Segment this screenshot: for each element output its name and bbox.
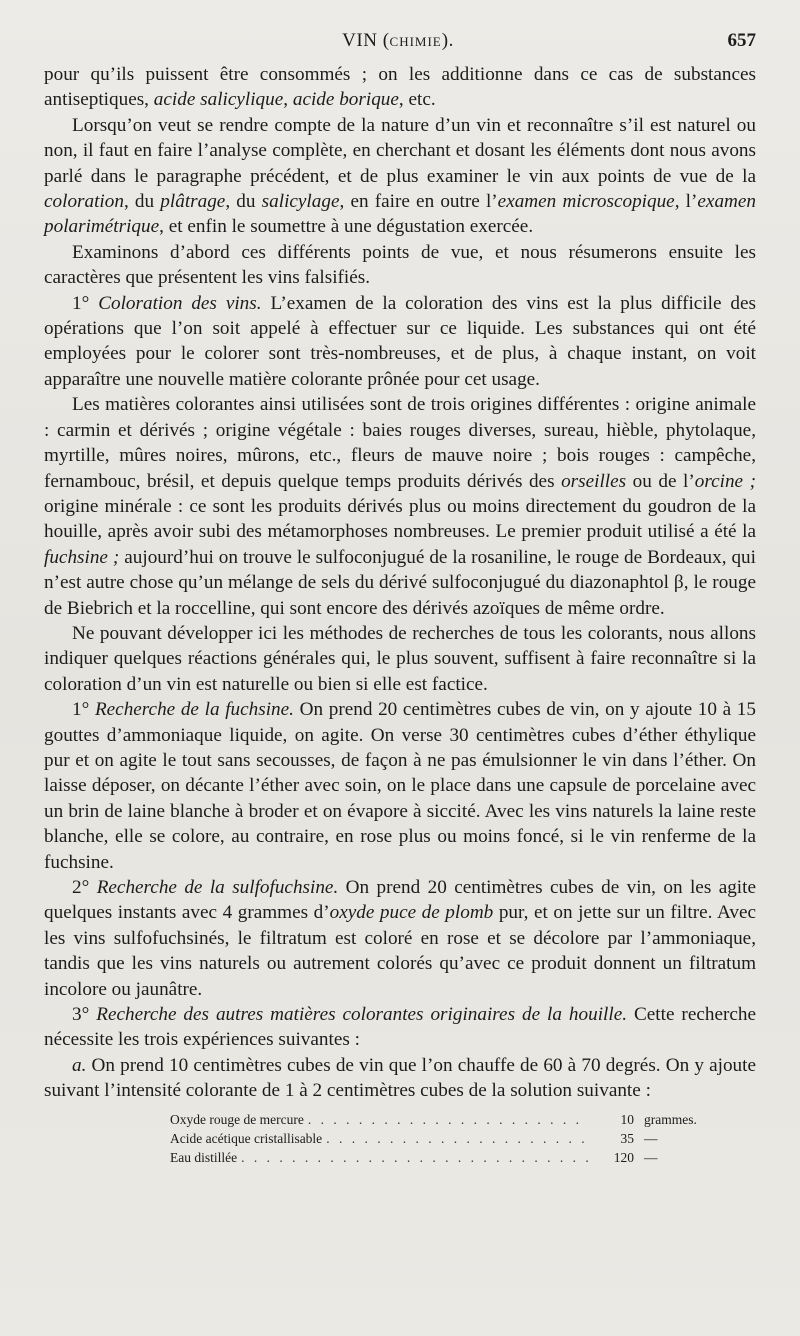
text-span: On prend 20 centimètres cubes de vin, on y ajoute 10 à 15 gouttes d’ammoniaque liquide, on agite. On verse 30 centimètres cubes d’éther éthylique pur et on agite le tout sans secousses, de façon à ne pas émulsionner le vin dans l’éther. On laisse déposer, on décante l’éther avec soin, on le place dans une capsule de porcelaine avec un brin de laine blanche à broder et on évapore à siccité. Avec les vins naturels la laine reste blanche, elle se colore, au contraire, en rose plus ou moins foncé, si le vin renferme de la fuchsine. xyxy=(44,699,756,873)
italic-span: salicylage xyxy=(261,191,340,213)
text-span: Ne pouvant développer ici les méthodes de recherches de tous les colorants, nous allons indiquer quelques réactions générales qui, le plus souvent, suffisent à faire reconnaître si la coloration d’un vin est naturelle ou bien si elle est factice. xyxy=(44,622,756,695)
paragraph-8 xyxy=(44,875,756,1002)
text-span: On prend 20 centimètres cubes de vin, on les agite quelques instants avec 4 grammes d’ xyxy=(44,877,756,924)
text-span: Les matières colorantes ainsi utilisées sont de trois origines différentes : origine animale : carmin et dérivés ; origine végétale : baies rouges diverses, sureau, hièble, phytolaque, myrtille, mûres noires, mûrons, etc., fleurs de mauve noire ; bois rouges : campêche, fernambouc, brésil, et depuis quelque temps produits dérivés des xyxy=(44,394,756,492)
text-span: , xyxy=(283,89,293,111)
italic-span: examen polarimétrique xyxy=(44,191,756,238)
italic-span: acide borique xyxy=(292,89,399,111)
italic-span: coloration xyxy=(44,191,124,213)
paragraph-10 xyxy=(44,1053,756,1104)
running-head xyxy=(40,30,756,52)
recipe-quantity: 10 xyxy=(620,1111,634,1127)
page-body xyxy=(44,62,756,1167)
recipe-unit: — xyxy=(644,1130,658,1146)
recipe-row xyxy=(170,1148,730,1167)
section-heading: Recherche de la sulfofuchsine. xyxy=(96,877,339,898)
text-span: L’examen de la coloration des vins est la plus difficile des opérations que l’on soit appelé à effectuer sur ce liquide. Les substances qui ont été employées pour le colorer sont très-nombreuses, et de plus, à chaque instant, on voit apparaître une nouvelle matière colorante prônée pour cet usage. xyxy=(44,292,756,390)
text-span: , et enfin le soumettre à une dégustation exercée. xyxy=(159,216,534,238)
page-header xyxy=(40,30,756,60)
paragraph-3 xyxy=(44,240,756,291)
text-span: , du xyxy=(225,191,262,213)
leader-dots xyxy=(241,1148,588,1167)
recipe-quantity: 120 xyxy=(613,1149,634,1165)
text-span: , en faire en outre l’ xyxy=(339,191,498,213)
paragraph-2 xyxy=(44,113,756,240)
recipe-quantity: 35 xyxy=(620,1130,634,1146)
page-number: 657 xyxy=(727,30,756,51)
recipe-unit: — xyxy=(644,1149,658,1165)
recipe-unit: grammes. xyxy=(644,1111,697,1127)
section-heading: Recherche de la fuchsine. xyxy=(94,699,294,721)
text-span: On prend 10 centimètres cubes de vin que l’on chauffe de 60 à 70 degrés. On y ajoute suivant l’intensité colorante de 1 à 2 centimètres cubes de la solution suivante : xyxy=(44,1054,756,1102)
italic-span: acide salicylique xyxy=(153,89,284,111)
recipe-ingredient: Acide acétique cristallisable xyxy=(170,1130,323,1146)
text-span: Examinons d’abord ces différents points de vue, et nous résumerons ensuite les caractères que présentent les vins falsifiés. xyxy=(44,241,756,289)
text-span: 2° xyxy=(72,877,97,898)
text-span: 3° xyxy=(72,1004,97,1026)
text-span: origine minérale : ce sont les produits dérivés plus ou moins directement du goudron de la houille, après avoir subi des métamorphoses nombreuses. Le premier produit utilisé a été la xyxy=(44,495,756,543)
text-span: pour qu’ils puissent être consommés ; on les additionne dans ce cas de substances antiseptiques, xyxy=(44,64,756,111)
section-heading: Recherche des autres matières colorantes originaires de la houille. xyxy=(96,1004,628,1026)
text-span: pur, et on jette sur un filtre. Avec les vins sulfofuchsinés, le filtratum est coloré en rose et se décolore par l’ammoniaque, tandis que les vins naturels ou autrement colorés qu’avec ce produit donnent un filtratum incolore ou jaunâtre. xyxy=(44,902,757,1000)
italic-span: fuchsine ; xyxy=(44,546,120,568)
text-span: , etc. xyxy=(398,89,436,111)
paragraph-4 xyxy=(44,291,756,393)
leader-dots xyxy=(308,1110,588,1129)
text-span: Cette recherche nécessite les trois expériences suivantes : xyxy=(44,1004,756,1051)
recipe-row xyxy=(170,1110,730,1129)
running-head-subtitle: CHIMIE xyxy=(389,34,442,49)
paragraph-9 xyxy=(44,1002,756,1053)
text-span: Lorsqu’on veut se rendre compte de la nature d’un vin et reconnaître s’il est naturel ou non, il faut en faire l’analyse complète, en cherchant et dosant les éléments dont nous avons parlé dans le paragraphe précédent, et de plus examiner le vin aux points de vue de la xyxy=(44,114,756,187)
item-letter: a. xyxy=(72,1054,87,1076)
section-heading: Coloration des vins. xyxy=(98,292,262,314)
italic-span: oxyde puce de plomb xyxy=(329,902,494,924)
running-head-end: ). xyxy=(441,30,454,51)
text-span: , l’ xyxy=(674,191,698,213)
text-span: 1° xyxy=(72,699,95,721)
text-span: , du xyxy=(123,191,161,213)
text-span: ou de l’ xyxy=(626,470,695,492)
leader-dots xyxy=(326,1129,588,1148)
italic-span: examen microscopique xyxy=(497,191,675,213)
italic-span: orseilles xyxy=(561,470,627,492)
recipe-table xyxy=(170,1110,730,1167)
text-span: aujourd’hui on trouve le sulfoconjugué de la rosaniline, le rouge de Bordeaux, qui n’est autre chose qu’un mélange de sels du dérivé sulfoconjugué du diazonaphtol β, le rouge de Biebrich et la roccelline, qui sont encore des dérivés azoïques de même ordre. xyxy=(44,546,756,619)
paragraph-5 xyxy=(44,392,756,621)
italic-span: orcine ; xyxy=(694,470,756,492)
paragraph-6 xyxy=(44,621,756,697)
recipe-ingredient: Eau distillée xyxy=(170,1149,238,1165)
italic-span: plâtrage xyxy=(160,191,226,213)
recipe-ingredient: Oxyde rouge de mercure xyxy=(170,1111,304,1127)
paragraph-7 xyxy=(44,697,756,875)
running-head-main: VIN ( xyxy=(342,30,390,51)
recipe-row xyxy=(170,1129,730,1148)
text-span: 1° xyxy=(72,292,99,314)
paragraph-1 xyxy=(44,62,756,113)
